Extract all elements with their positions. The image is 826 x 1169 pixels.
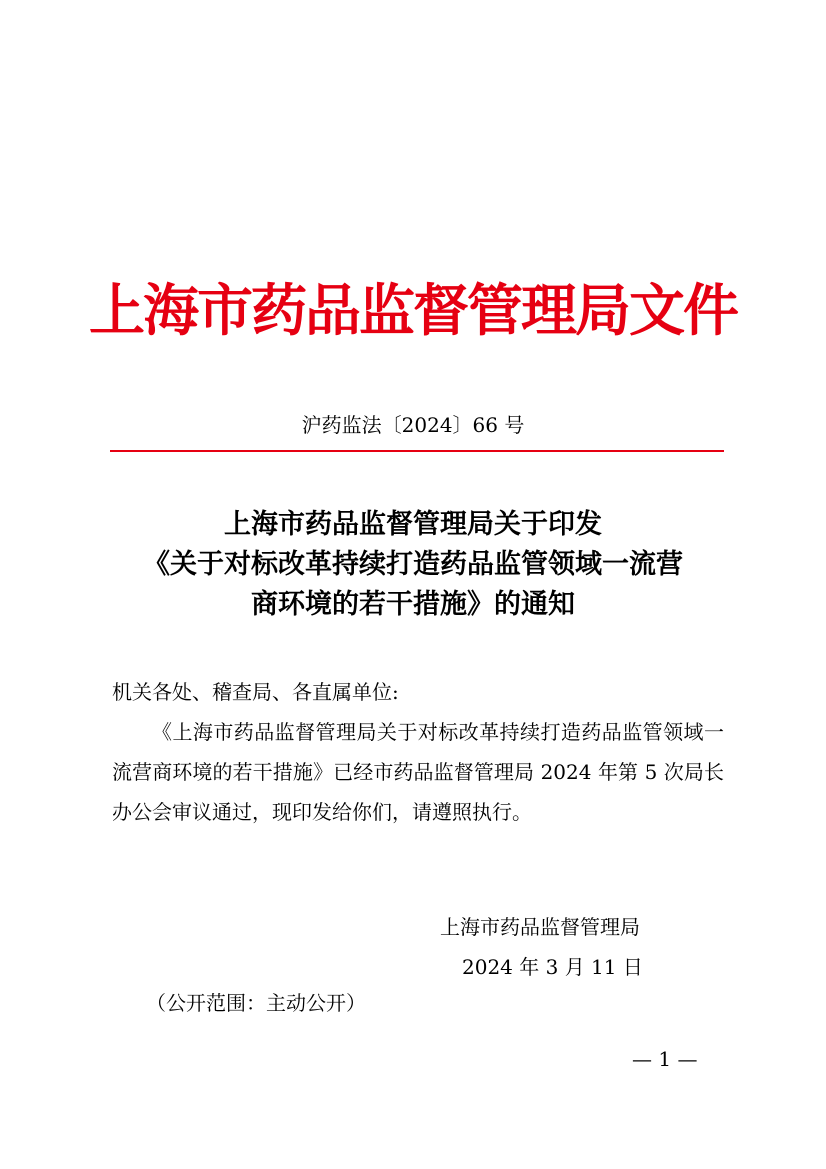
signature-date: 2024 年 3 月 11 日 [462, 955, 643, 979]
notice-title-line-3: 商环境的若干措施》的通知 [251, 589, 575, 620]
document-header-title: 上海市药品监督管理局文件 [89, 278, 737, 344]
signature-organization: 上海市药品监督管理局 [440, 915, 640, 939]
red-separator-line [110, 450, 724, 452]
disclosure-scope: （公开范围：主动公开） [146, 991, 366, 1015]
notice-title-line-2: 《关于对标改革持续打造药品监管领域一流营 [143, 549, 683, 580]
page-number: — 1 — [632, 1047, 698, 1071]
document-number: 沪药监法〔2024〕66 号 [301, 413, 525, 437]
addressee: 机关各处、稽查局、各直属单位: [112, 680, 399, 704]
notice-title [100, 505, 726, 625]
notice-body-paragraph: 《上海市药品监督管理局关于对标改革持续打造药品监管领域一流营商环境的若干措施》已经市药品监督管理局 2024 年第 5 次局长办公会审议通过，现印发给你们，请遵照执行。 [112, 720, 724, 824]
notice-title-line-1: 上海市药品监督管理局关于印发 [224, 509, 602, 540]
